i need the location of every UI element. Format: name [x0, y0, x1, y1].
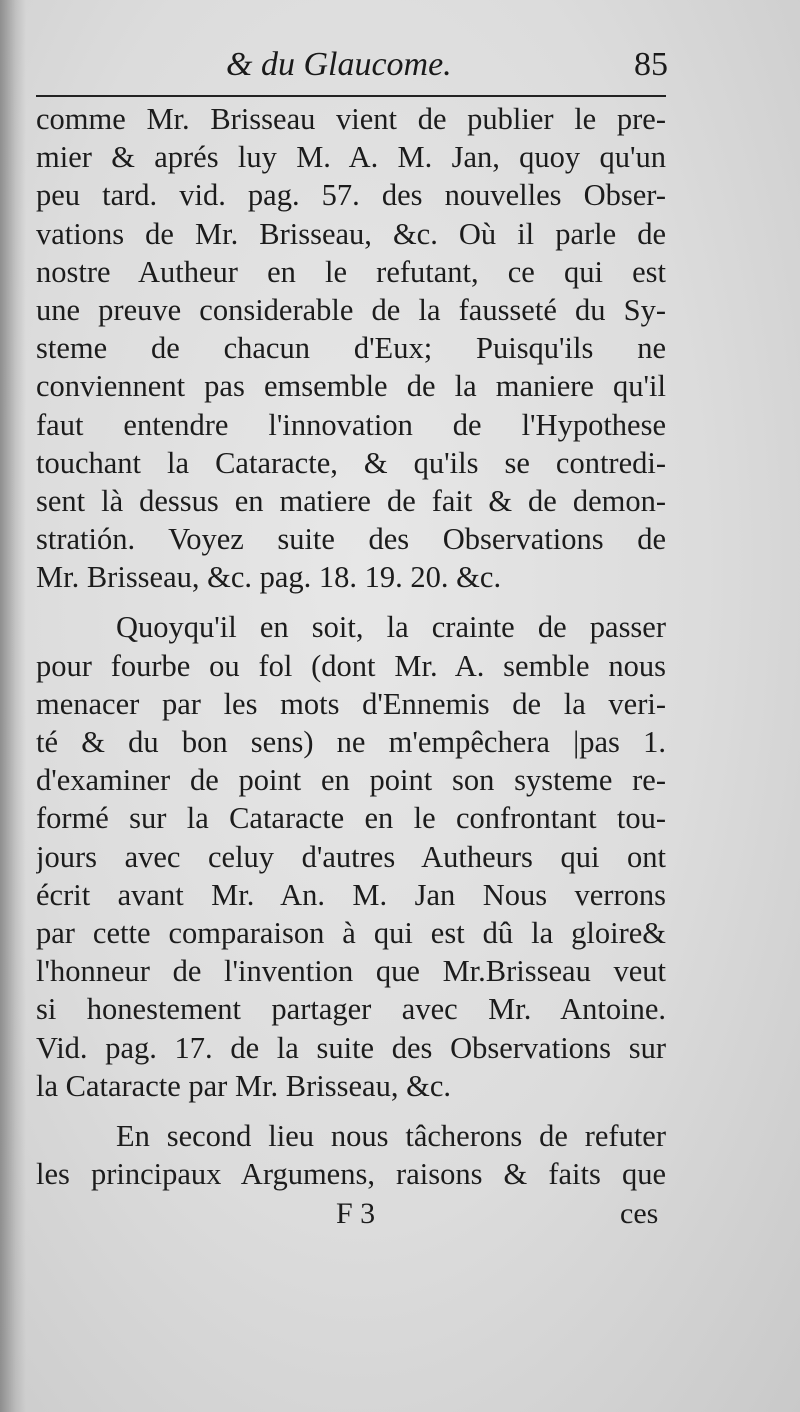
- text-line: comme Mr. Brisseau vient de publier le pre-: [36, 102, 666, 136]
- text-line: par cette comparaison à qui est dû la gloire&: [36, 915, 666, 950]
- text-line: En second lieu nous tâcherons de refuter: [116, 1118, 666, 1153]
- text-line: stratión. Voyez suite des Observations de: [36, 522, 666, 557]
- text-line: formé sur la Cataracte en le confrontant tou-: [36, 801, 666, 836]
- text-line: Quoyqu'il en soit, la crainte de passer: [116, 610, 666, 645]
- text-line: faut entendre l'innovation de l'Hypothese: [36, 407, 666, 442]
- text-line: une preuve considerable de la fausseté du Sy-: [36, 292, 666, 327]
- signature-mark: F 3: [336, 1197, 376, 1230]
- header-rule: [36, 95, 666, 97]
- paragraph-gap: [36, 1105, 666, 1117]
- text-line: les principaux Argumens, raisons & faits que: [36, 1157, 666, 1192]
- body-text: [36, 100, 666, 1193]
- text-line: té & du bon sens) ne m'empêchera |pas 1.: [36, 725, 666, 759]
- text-line: Vid. pag. 17. de la suite des Observations sur: [36, 1030, 666, 1065]
- text-line: menacer par les mots d'Ennemis de la veri-: [36, 686, 666, 721]
- paragraph-gap: [36, 596, 666, 608]
- running-head-title: & du Glaucome.: [226, 46, 452, 83]
- page-number: 85: [634, 46, 668, 83]
- running-head: [36, 40, 666, 100]
- text-line: Mr. Brisseau, &c. pag. 18. 19. 20. &c.: [36, 560, 502, 595]
- paragraph: [36, 1117, 666, 1193]
- text-line: l'honneur de l'invention que Mr.Brisseau veut: [36, 954, 666, 989]
- text-line: mier & aprés luy M. A. M. Jan, quoy qu'un: [36, 140, 666, 175]
- text-line: touchant la Cataracte, & qu'ils se contredi-: [36, 445, 666, 480]
- text-line: d'examiner de point en point son systeme re-: [36, 763, 666, 798]
- spine-shadow: [0, 0, 26, 1412]
- text-line: nostre Autheur en le refutant, ce qui est: [36, 254, 666, 289]
- text-line: peu tard. vid. pag. 57. des nouvelles Obser-: [36, 178, 666, 213]
- paragraph: [36, 100, 666, 596]
- text-line: si honestement partager avec Mr. Antoine.: [36, 992, 666, 1027]
- text-line: vations de Mr. Brisseau, &c. Où il parle de: [36, 216, 666, 251]
- paragraph: [36, 608, 666, 1104]
- catchword: ces: [620, 1197, 659, 1230]
- text-line: conviennent pas emsemble de la maniere qu'il: [36, 369, 666, 404]
- text-line: steme de chacun d'Eux; Puisqu'ils ne: [36, 331, 666, 366]
- text-line: pour fourbe ou fol (dont Mr. A. semble nous: [36, 648, 666, 683]
- text-line: écrit avant Mr. An. M. Jan Nous verrons: [36, 877, 666, 912]
- text-line: la Cataracte par Mr. Brisseau, &c.: [36, 1068, 451, 1103]
- text-line: jours avec celuy d'autres Autheurs qui ont: [36, 839, 666, 874]
- text-line: sent là dessus en matiere de fait & de demon-: [36, 483, 666, 518]
